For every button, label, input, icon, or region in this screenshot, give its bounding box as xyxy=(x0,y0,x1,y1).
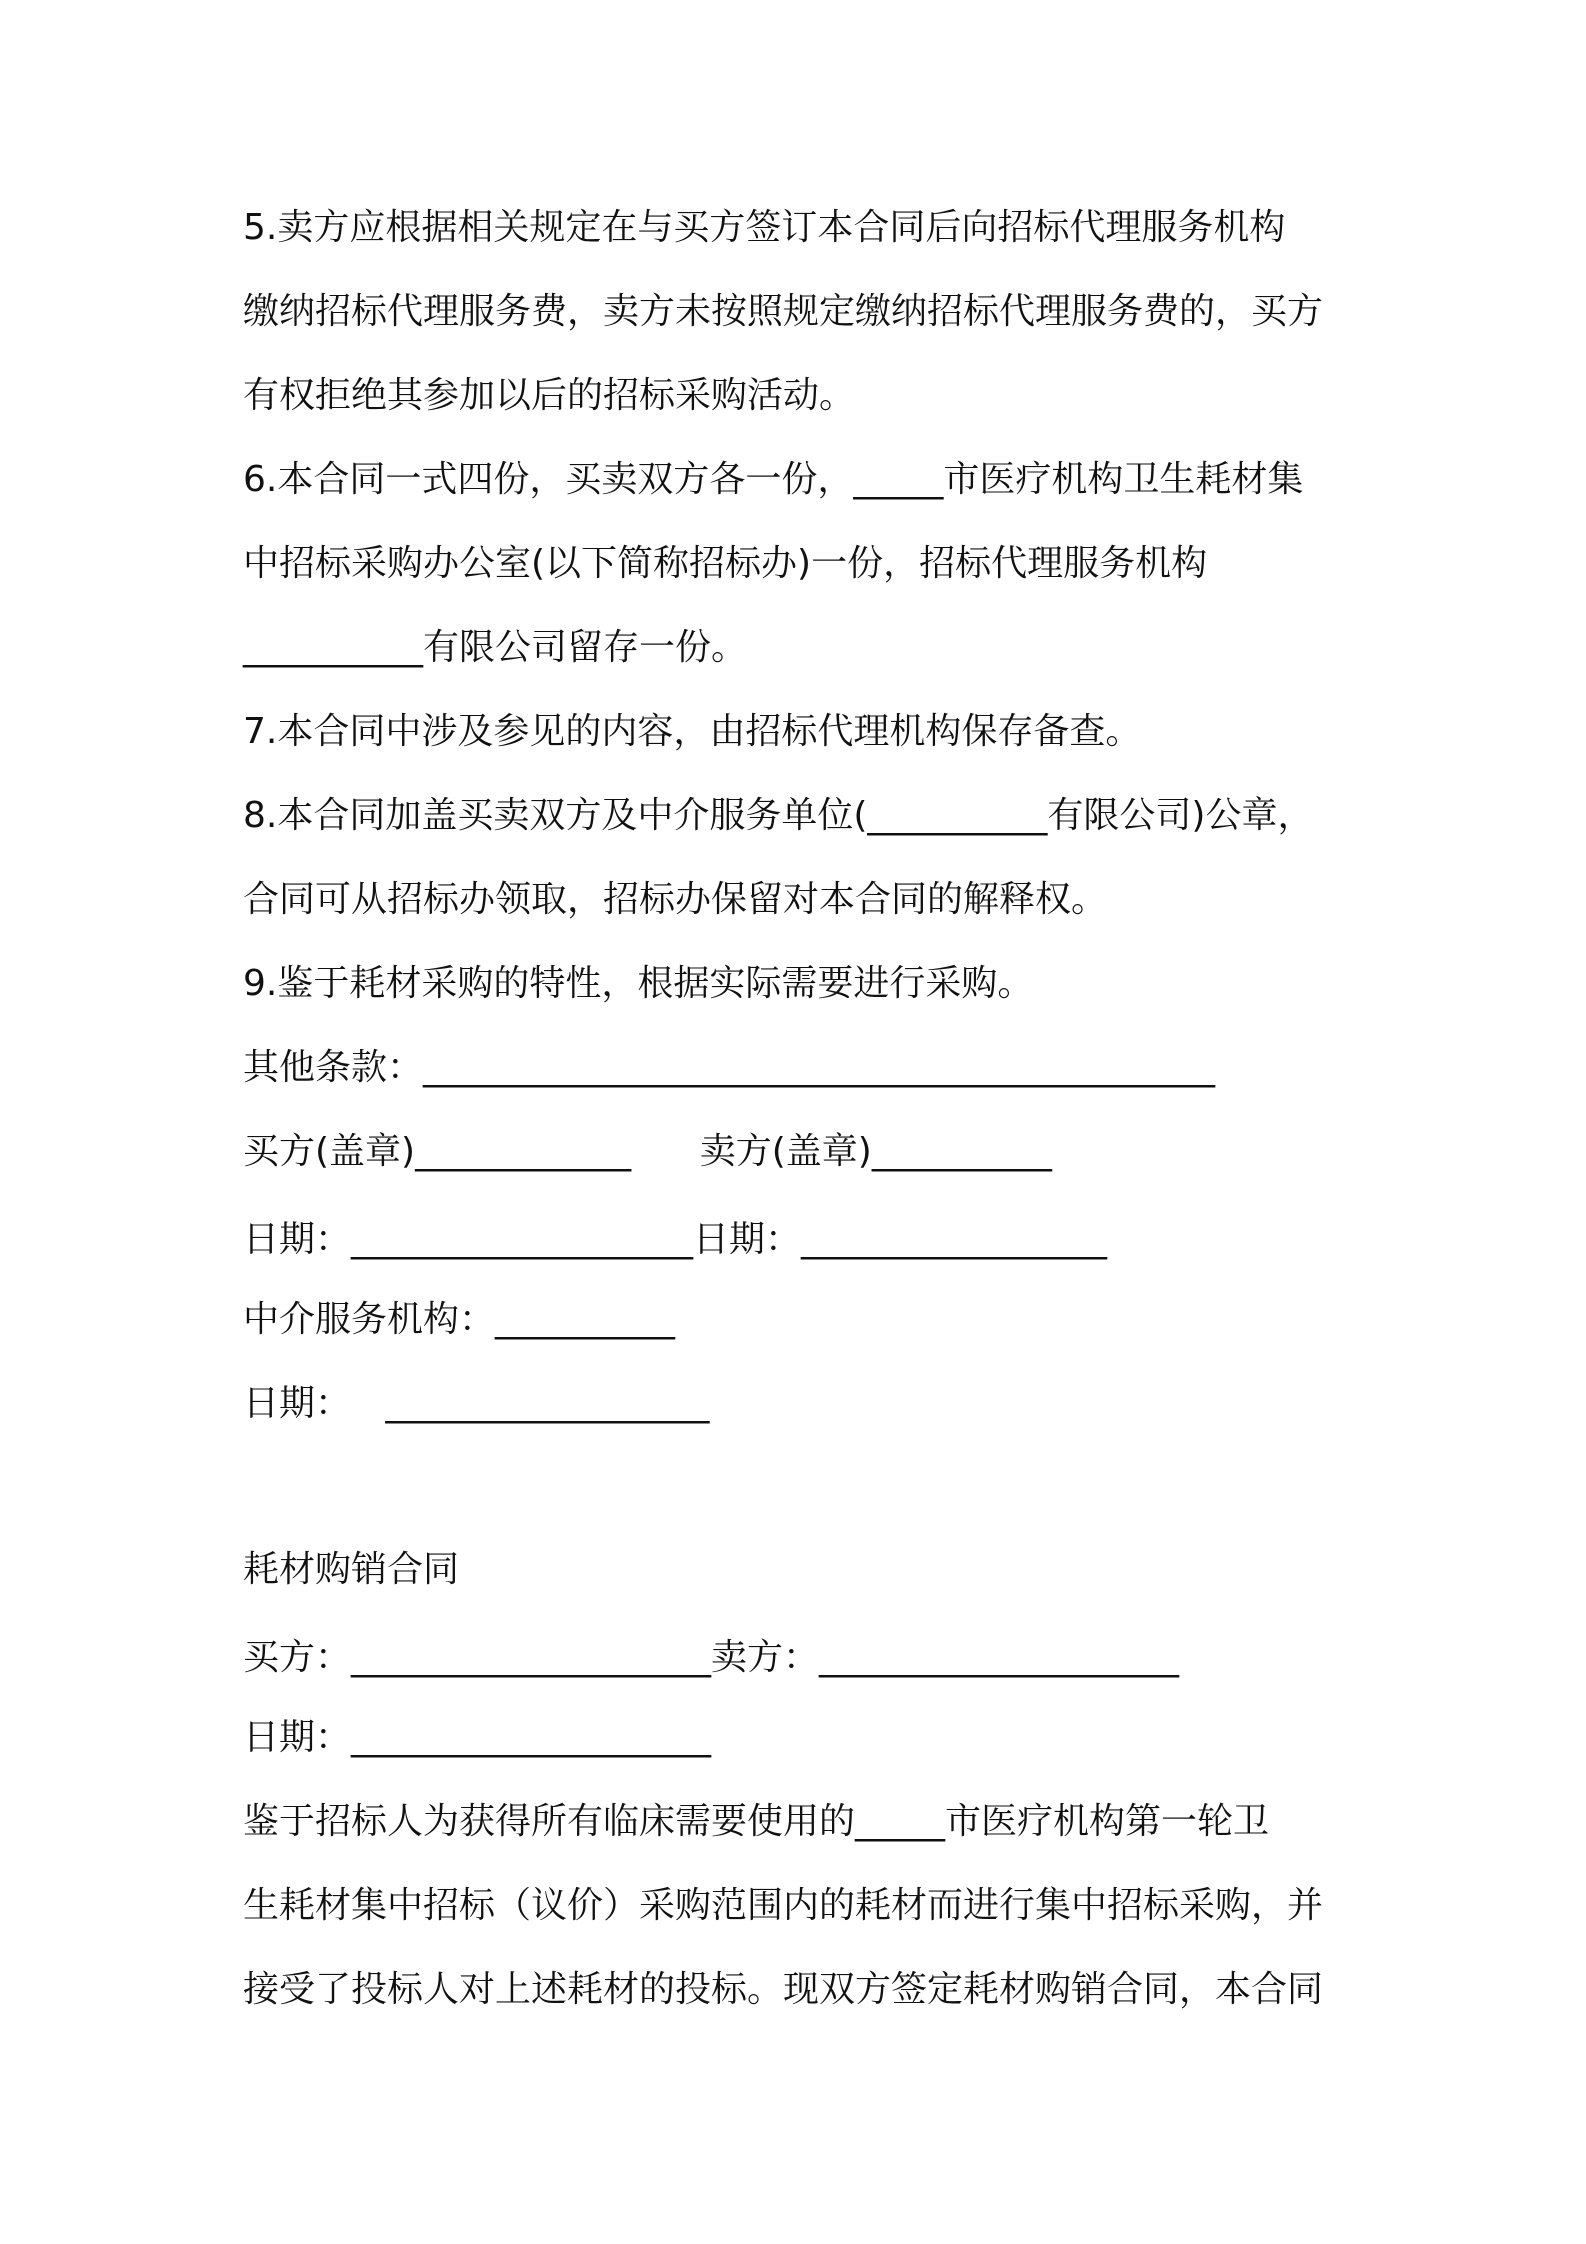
preamble-line-3: 接受了投标人对上述耗材的投标。现双方签定耗材购销合同，本合同 xyxy=(243,1969,1324,2010)
date-line-2: 日期： __________________ xyxy=(243,1383,710,1424)
clause-6-line-3: __________有限公司留存一份。 xyxy=(243,627,748,668)
date-line-1: 日期：___________________日期：_________________ xyxy=(243,1219,1108,1260)
clause-9: 9.鉴于耗材采购的特性，根据实际需要进行采购。 xyxy=(243,963,1034,1004)
other-terms-line: 其他条款：____________________________________________ xyxy=(243,1047,1216,1088)
clause-8-line-1: 8.本合同加盖买卖双方及中介服务单位(__________有限公司)公章， xyxy=(243,795,1314,836)
clause-8-line-2: 合同可从招标办领取，招标办保留对本合同的解释权。 xyxy=(243,879,1108,920)
clause-7: 7.本合同中涉及参见的内容，由招标代理机构保存备查。 xyxy=(243,711,1142,752)
seal-line: 买方(盖章)____________ 卖方(盖章)__________ xyxy=(243,1131,1052,1172)
date-line-3: 日期：____________________ xyxy=(243,1717,712,1758)
clause-5-line-1: 5.卖方应根据相关规定在与买方签订本合同后向招标代理服务机构 xyxy=(243,207,1286,248)
clause-5-line-2: 缴纳招标代理服务费，卖方未按照规定缴纳招标代理服务费的，买方 xyxy=(243,291,1324,332)
clause-6-line-2: 中招标采购办公室(以下简称招标办)一份，招标代理服务机构 xyxy=(243,543,1208,584)
clause-6-line-1: 6.本合同一式四份，买卖双方各一份，_____市医疗机构卫生耗材集 xyxy=(243,459,1304,500)
second-contract-title: 耗材购销合同 xyxy=(243,1549,460,1590)
preamble-line-1: 鉴于招标人为获得所有临床需要使用的_____市医疗机构第一轮卫 xyxy=(243,1801,1270,1842)
intermediary-line: 中介服务机构：__________ xyxy=(243,1299,676,1340)
clause-5-line-3: 有权拒绝其参加以后的招标采购活动。 xyxy=(243,375,856,416)
buyer-seller-line: 买方：____________________卖方：____________________ xyxy=(243,1637,1180,1678)
preamble-line-2: 生耗材集中招标（议价）采购范围内的耗材而进行集中招标采购，并 xyxy=(243,1885,1324,1926)
